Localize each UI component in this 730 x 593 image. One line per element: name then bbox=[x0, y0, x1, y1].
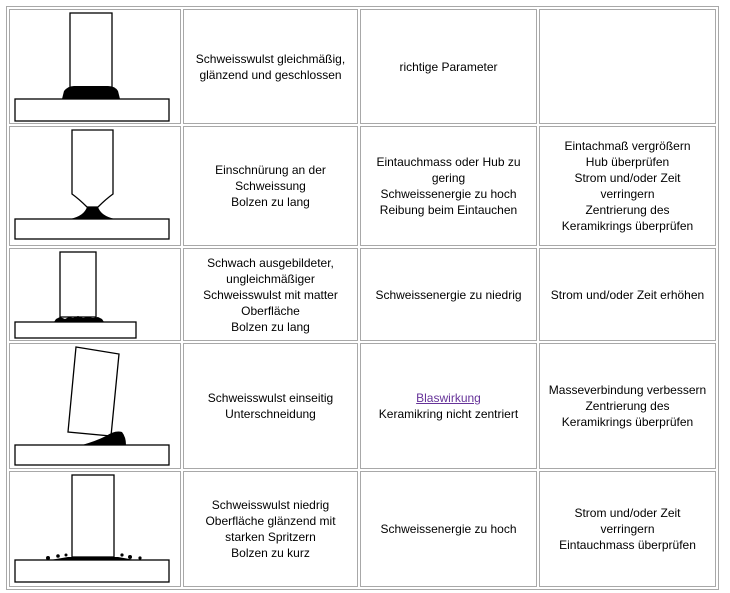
table-row bbox=[9, 248, 716, 341]
defect-cause: Schweissenergie zu niedrig bbox=[360, 248, 537, 341]
weld-illustration-one-sided bbox=[9, 343, 181, 469]
table-row bbox=[9, 471, 716, 587]
table-row bbox=[9, 126, 716, 246]
defect-description: Schweisswulst gleichmäßig, glänzend und geschlossen bbox=[183, 9, 358, 124]
weld-illustration-good bbox=[9, 9, 181, 124]
weld-illustration-weak-image bbox=[10, 249, 180, 340]
defect-cause: richtige Parameter bbox=[360, 9, 537, 124]
weld-illustration-weak bbox=[9, 248, 181, 341]
defect-remedy: Eintachmaß vergrößern Hub überprüfen Strom und/oder Zeit verringern Zentrierung des Keramikrings überprüfen bbox=[539, 126, 716, 246]
defect-description: Schweisswulst einseitig Unterschneidung bbox=[183, 343, 358, 469]
weld-illustration-good-image bbox=[10, 10, 180, 123]
defect-description: Schwach ausgebildeter, ungleichmäßiger Schweisswulst mit matter Oberfläche Bolzen zu lang bbox=[183, 248, 358, 341]
weld-defects-table bbox=[6, 6, 719, 590]
table-row bbox=[9, 9, 716, 124]
weld-illustration-spatter-image bbox=[10, 472, 180, 586]
defect-remedy: Strom und/oder Zeit erhöhen bbox=[539, 248, 716, 341]
defect-cause: Blaswirkung Keramikring nicht zentriert bbox=[360, 343, 537, 469]
defect-cause: Eintauchmass oder Hub zu gering Schweissenergie zu hoch Reibung beim Eintauchen bbox=[360, 126, 537, 246]
defect-description: Einschnürung an der Schweissung Bolzen zu lang bbox=[183, 126, 358, 246]
weld-illustration-necking bbox=[9, 126, 181, 246]
blaswirkung-link[interactable]: Blaswirkung bbox=[416, 391, 481, 405]
defect-remedy bbox=[539, 9, 716, 124]
weld-illustration-necking-image bbox=[10, 127, 180, 245]
defect-remedy: Strom und/oder Zeit verringern Eintauchmass überprüfen bbox=[539, 471, 716, 587]
defect-remedy: Masseverbindung verbessern Zentrierung des Keramikrings überprüfen bbox=[539, 343, 716, 469]
table-row bbox=[9, 343, 716, 469]
defect-cause: Schweissenergie zu hoch bbox=[360, 471, 537, 587]
weld-illustration-one-sided-image bbox=[10, 344, 180, 468]
defect-description: Schweisswulst niedrig Oberfläche glänzend mit starken Spritzern Bolzen zu kurz bbox=[183, 471, 358, 587]
weld-illustration-spatter bbox=[9, 471, 181, 587]
